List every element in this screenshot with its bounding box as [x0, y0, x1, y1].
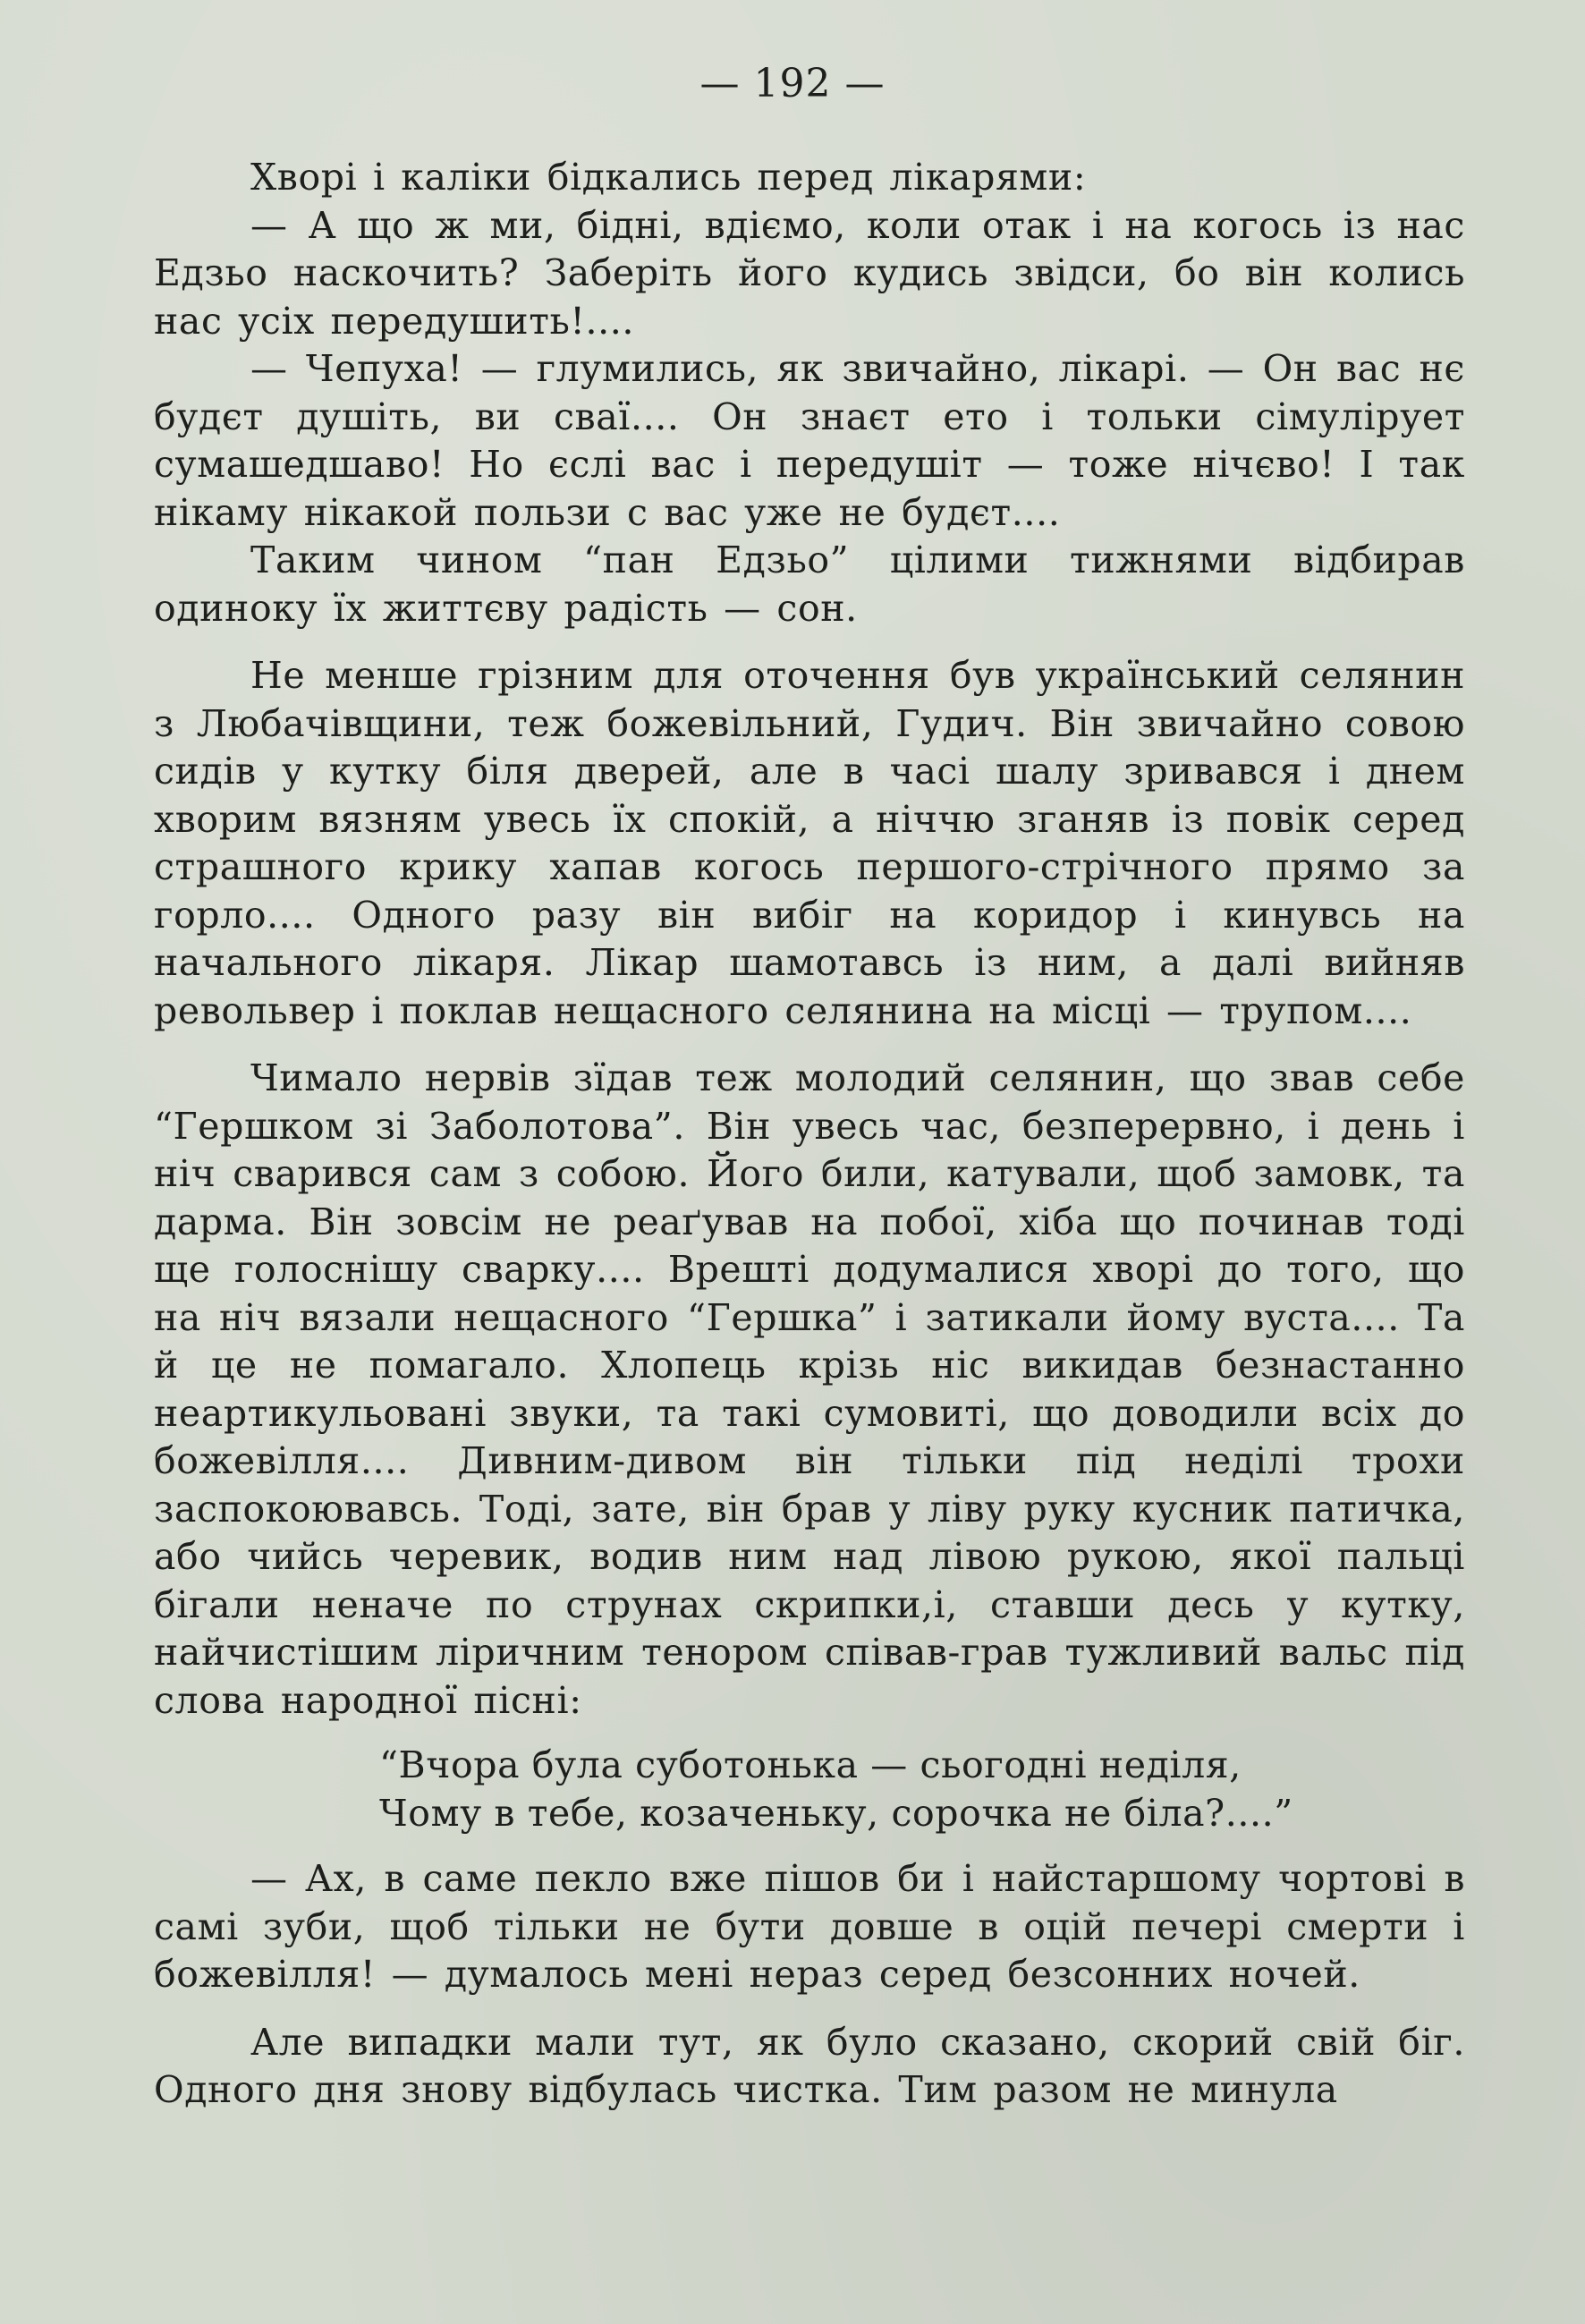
paragraph: Чимало нервів зїдав теж молодий селянин, що звав себе “Гершком зі Заболотова”. Він увесь час, безперервно, і день і ніч сварився сам з собою. Його били, катували, щоб замовк, та дарма. Він зовсім не реаґував на побої, хіба що починав тоді ще голоснішу сварку.... Врешті додумалися хворі до того, що на ніч вязали нещасного “Гершка” і затикали йому вуста.... Та й це не помагало. Хлопець крізь ніс викидав безнастанно неартикульовані звуки, та такі сумовиті, що доводили всіх до божевілля.... Дивним-дивом він тільки під неділі трохи заспокоювавсь. Тоді, зате, він брав у ліву руку кусник патичка, або чийсь черевик, водив ним над лівою рукою, якої пальці бігали неначе по струнах скрипки,і, ставши десь у кутку, найчистішим ліричним тенором співав-грав тужливий вальс під слова народної пісні: — [154, 1056, 1465, 1722]
page-text — [154, 154, 1465, 2115]
song-quote — [154, 1741, 1465, 1837]
paragraph: — Чепуха! — глумились, як звичайно, лікарі. — Он вас нє будєт душіть, ви сваї.... Он знаєт ето і тольки сімулірует сумашедшаво! Но єслі вас і передушіт — тоже нічєво! І так нікаму нікакой пользи с вас уже не будєт.... — [154, 347, 1465, 534]
verse-line: “Вчора була суботонька — сьогодні неділя, — [379, 1743, 1242, 1786]
paragraph: Хворі і каліки бідкались перед лікарями: — [250, 156, 1087, 199]
paragraph: — А що ж ми, бідні, вдіємо, коли отак і на когось із нас Едзьо наскочить? Заберіть його кудись звідси, бо він колись нас усіх передушить!.... — [154, 203, 1465, 343]
paragraph: Не менше грізним для оточення був український селянин з Любачівщини, теж божевільний, Гудич. Він звичайно совою сидів у кутку біля дверей, але в часі шалу зривався і днем хворим вязням увесь їх спокій, а ніччю зганяв із повік серед страшного крику хапав когось першого-стрічного прямо за горло.... Одного разу він вибіг на коридор і кинувсь на начального лікаря. Лікар шамотавсь із ним, а далі вийняв револьвер і поклав нещасного селянина на місці — трупом.... — [154, 654, 1465, 1032]
paragraph: Таким чином “пан Едзьо” цілими тижнями відбирав одиноку їх життєву радість — сон. — [154, 539, 1465, 630]
paragraph: — Ах, в саме пекло вже пішов би і найстаршому чортові в самі зуби, щоб тільки не бути довше в оцій печері смерти і божевілля! — думалось мені нераз серед безсонних ночей. — [154, 1857, 1465, 1996]
verse-line: Чому в тебе, козаченьку, сорочка не біла?....” — [379, 1792, 1293, 1835]
page-number: — 192 — — [699, 61, 886, 106]
paragraph: Але випадки мали тут, як було сказано, скорий свій біг. Одного дня знову відбулась чистка. Тим разом не минула — [154, 2020, 1465, 2111]
